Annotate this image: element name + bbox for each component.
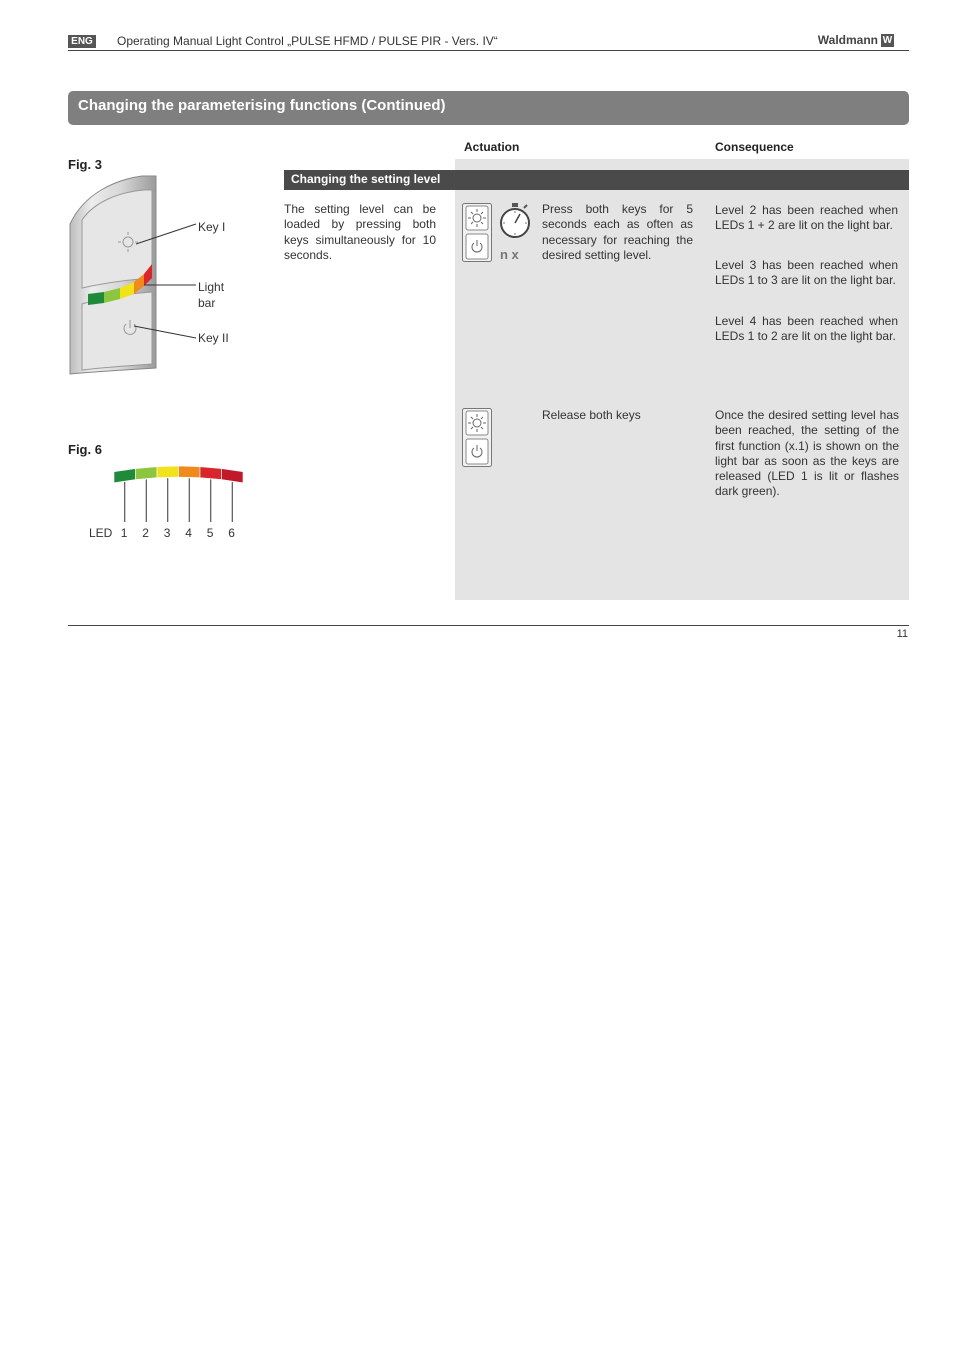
brand-mark-icon: W: [882, 34, 893, 46]
light-bar-diagram: [110, 458, 250, 524]
led-axis-label: LED: [89, 526, 113, 540]
led-number: 2: [142, 526, 149, 540]
both-keys-icon: [462, 408, 492, 468]
brand-name: Waldmann: [817, 33, 878, 47]
fig3-label: Fig. 3: [68, 157, 102, 172]
section-title: Changing the parameterising functions (Continued): [78, 97, 446, 114]
callout-key-2: Key II: [198, 331, 229, 345]
callout-key-1: Key I: [198, 220, 226, 234]
both-keys-icon: [462, 203, 492, 263]
action-release-both-keys: Release both keys: [542, 408, 641, 422]
fig6-label: Fig. 6: [68, 442, 102, 457]
consequence-level-3: Level 3 has been reached when LEDs 1 to 3 are lit on the light bar.: [715, 258, 898, 288]
action-press-both-keys: Press both keys for 5 seconds each as often as necessary for reaching the desired setting level.: [542, 202, 693, 262]
led-number: 5: [206, 526, 214, 540]
setting-level-description: The setting level can be loaded by pressing both keys simultaneously for 10 seconds.: [284, 202, 436, 262]
led-number: 4: [185, 526, 192, 540]
led-segment-3: [157, 466, 179, 478]
led-number: 3: [163, 526, 171, 540]
stopwatch-icon: [498, 202, 532, 242]
repeat-count-label: n x: [500, 247, 519, 262]
callout-light-bar: Light bar: [198, 280, 225, 310]
led-segment-1: [114, 469, 136, 483]
led-segment-5: [200, 467, 222, 480]
document-title: Operating Manual Light Control „PULSE HFMD / PULSE PIR - Vers. IV“: [117, 34, 498, 48]
column-header-actuation: Actuation: [464, 140, 520, 154]
consequence-level-2: Level 2 has been reached when LEDs 1 + 2 are lit on the light bar.: [715, 203, 898, 233]
footer-divider: [68, 625, 909, 626]
led-segment-4: [179, 466, 201, 478]
control-unit-illustration: [64, 172, 234, 378]
language-badge: ENG: [68, 35, 96, 48]
brand-logo: [818, 33, 894, 47]
led-number: 6: [228, 526, 235, 540]
led-segment-6: [222, 469, 244, 483]
consequence-level-4: Level 4 has been reached when LEDs 1 to 2 are lit on the light bar.: [715, 314, 898, 344]
consequence-release: Once the desired setting level has been reached, the setting of the first function (x.1) is shown on the light bar as soon as the keys are released (LED 1 is lit or flashes dark green).: [715, 408, 899, 499]
column-header-consequence: Consequence: [715, 140, 794, 154]
led-segment-2: [136, 467, 158, 480]
header-divider: [68, 50, 909, 51]
led-number: 1: [120, 526, 128, 540]
subheading: Changing the setting level: [291, 172, 441, 186]
page-number: 11: [896, 628, 908, 640]
